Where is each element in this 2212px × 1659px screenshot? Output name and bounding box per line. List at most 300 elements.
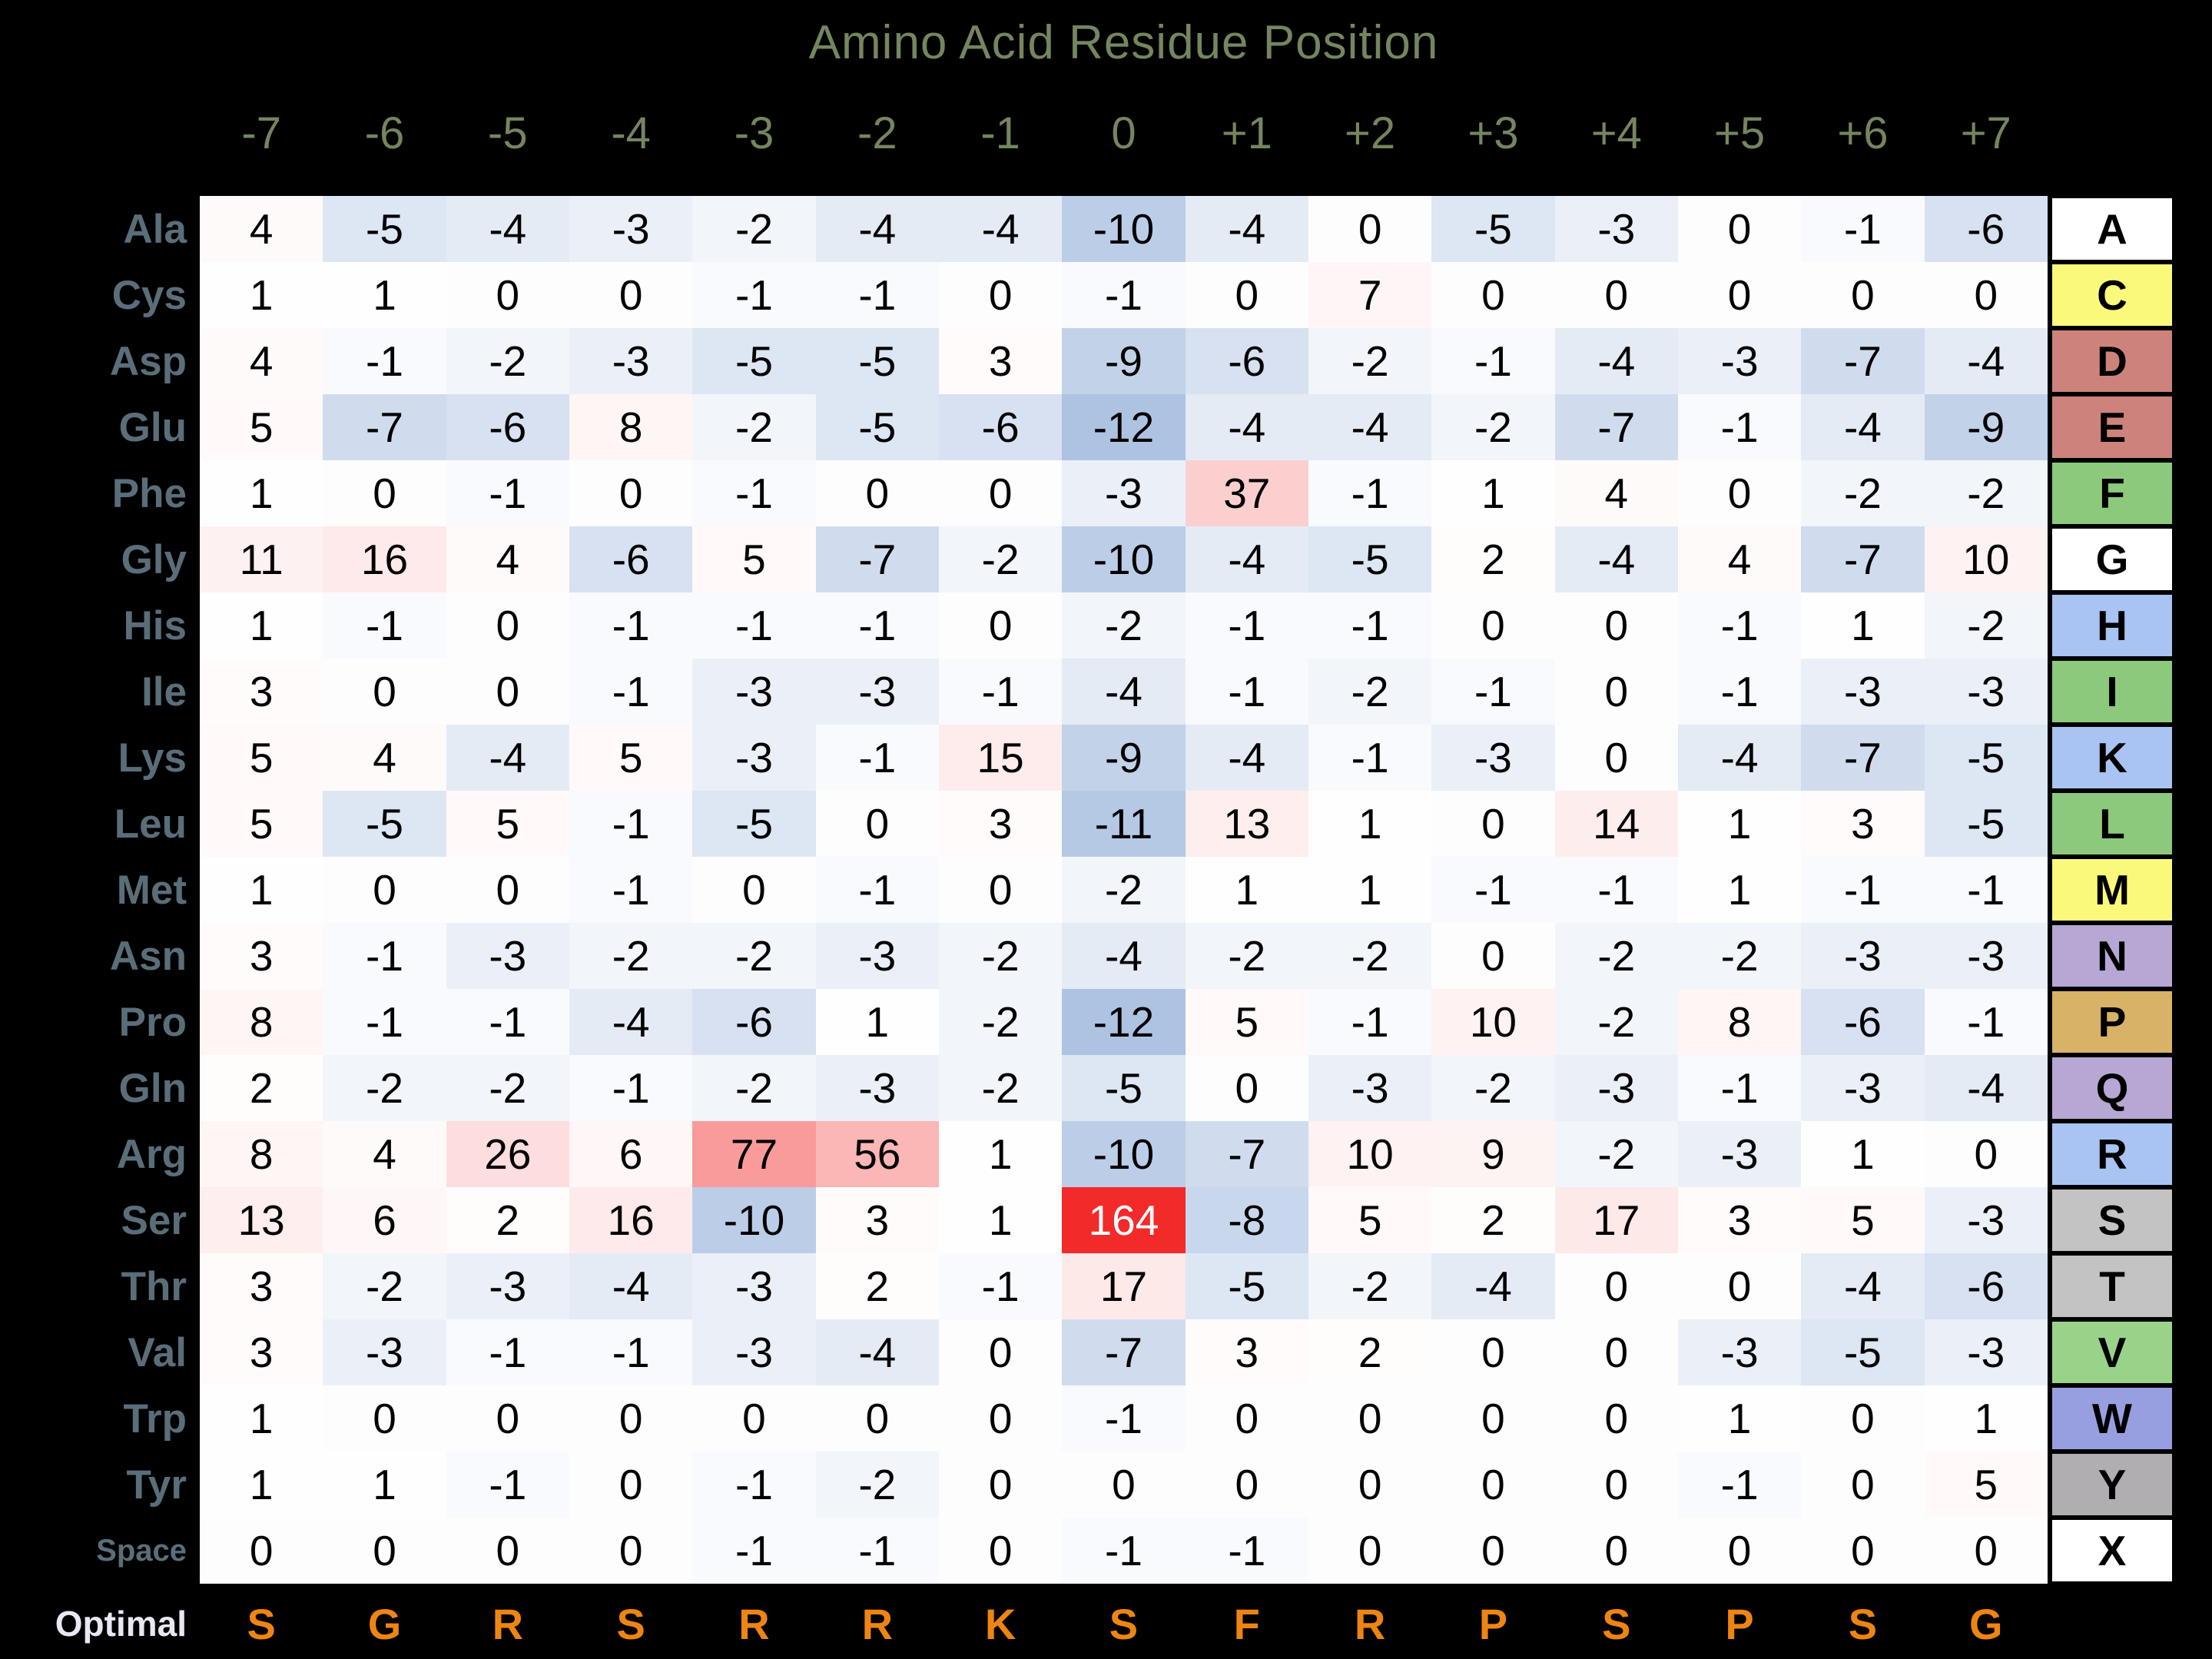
heatmap-cell: -3 — [1925, 659, 2048, 725]
heatmap-cell: 3 — [200, 659, 323, 725]
position-header: -2 — [857, 108, 897, 158]
heatmap-cell: 0 — [1801, 262, 1924, 328]
heatmap-cell: -1 — [1431, 659, 1554, 725]
heatmap-cell: 0 — [446, 857, 569, 923]
heatmap-cell: 8 — [200, 989, 323, 1055]
heatmap-cell: -7 — [1801, 725, 1924, 791]
heatmap-cell: -4 — [1186, 196, 1308, 262]
row-label: Gln — [118, 1065, 187, 1111]
heatmap-cell: -2 — [1308, 328, 1431, 394]
heatmap-cell: 0 — [939, 592, 1062, 659]
heatmap-cell: -11 — [1062, 791, 1185, 857]
heatmap-cell: 14 — [1555, 791, 1678, 857]
heatmap-cell: -5 — [692, 791, 815, 857]
heatmap-cell: -4 — [1801, 394, 1924, 460]
row-label: His — [123, 602, 187, 649]
heatmap-cell: 0 — [692, 857, 815, 923]
heatmap-cell: -6 — [1925, 1253, 2048, 1319]
heatmap-cell: -2 — [1308, 659, 1431, 725]
heatmap-cell: 0 — [1431, 1385, 1554, 1452]
heatmap-cell: -4 — [1308, 394, 1431, 460]
heatmap-cell: -4 — [446, 196, 569, 262]
position-header: +1 — [1221, 108, 1272, 158]
row-label: Tyr — [126, 1462, 187, 1508]
heatmap-cell: -4 — [1555, 328, 1678, 394]
heatmap-cell: -5 — [1925, 791, 2048, 857]
heatmap-cell: 1 — [200, 460, 323, 526]
position-header: -1 — [980, 108, 1020, 158]
heatmap-cell: 0 — [323, 857, 446, 923]
heatmap-cell: -5 — [692, 328, 815, 394]
heatmap-cell: -6 — [1186, 328, 1308, 394]
heatmap-cell: -1 — [1308, 592, 1431, 659]
heatmap-cell: 7 — [1308, 262, 1431, 328]
heatmap-cell: -2 — [569, 923, 692, 989]
heatmap-cell: 10 — [1925, 526, 2048, 592]
optimal-residue: S — [1848, 1599, 1878, 1648]
heatmap-cell: 16 — [569, 1187, 692, 1253]
heatmap-cell: 1 — [1801, 592, 1924, 659]
heatmap-cell: -1 — [569, 659, 692, 725]
heatmap-cell: 0 — [1925, 1518, 2048, 1584]
heatmap-cell: -1 — [1186, 659, 1308, 725]
row-label: Asp — [109, 338, 187, 384]
optimal-residue: R — [861, 1599, 894, 1648]
heatmap-cell: -1 — [816, 1518, 939, 1584]
heatmap-cell: 77 — [692, 1121, 815, 1187]
heatmap-cell: -6 — [446, 394, 569, 460]
heatmap-cell: -4 — [446, 725, 569, 791]
heatmap-cell: 3 — [939, 791, 1062, 857]
heatmap-cell: -1 — [323, 923, 446, 989]
heatmap-cell: 0 — [446, 1385, 569, 1452]
heatmap-cell: 6 — [569, 1121, 692, 1187]
heatmap-cell: 15 — [939, 725, 1062, 791]
heatmap-cell: 26 — [446, 1121, 569, 1187]
heatmap-cell: -3 — [1308, 1055, 1431, 1121]
heatmap-cell: 0 — [1555, 1319, 1678, 1385]
heatmap-cell: 1 — [1678, 791, 1801, 857]
heatmap-cell: 0 — [816, 1385, 939, 1452]
heatmap-cell: -5 — [1062, 1055, 1185, 1121]
heatmap-cell: -1 — [323, 592, 446, 659]
optimal-residue: S — [616, 1599, 645, 1648]
optimal-residue: G — [1968, 1599, 2003, 1648]
heatmap-cell: -5 — [323, 196, 446, 262]
heatmap-cell: -10 — [692, 1187, 815, 1253]
heatmap-cell: -2 — [816, 1452, 939, 1518]
heatmap-cell: 0 — [1431, 592, 1554, 659]
row-label: Met — [116, 867, 187, 913]
heatmap-cell: -3 — [569, 196, 692, 262]
heatmap-cell: -4 — [569, 989, 692, 1055]
heatmap-cell: -4 — [816, 196, 939, 262]
heatmap-cell: -3 — [1801, 1055, 1924, 1121]
heatmap-cell: 0 — [1186, 1055, 1308, 1121]
heatmap-cell: -4 — [816, 1319, 939, 1385]
heatmap-cell: 0 — [569, 460, 692, 526]
heatmap-cell: 1 — [1925, 1385, 2048, 1452]
heatmap-cell: -1 — [1801, 196, 1924, 262]
heatmap-cell: -10 — [1062, 526, 1185, 592]
heatmap-cell: 0 — [1431, 262, 1554, 328]
heatmap-cell: -7 — [1062, 1319, 1185, 1385]
heatmap-cell: -7 — [323, 394, 446, 460]
heatmap-cell: 1 — [323, 262, 446, 328]
heatmap-cell: 4 — [200, 196, 323, 262]
residue-code-badge: A — [2050, 196, 2174, 262]
heatmap-cell: -5 — [816, 328, 939, 394]
heatmap-cell: -1 — [1308, 989, 1431, 1055]
position-header: +3 — [1467, 108, 1519, 158]
heatmap-cell: 0 — [1186, 1385, 1308, 1452]
heatmap-cell: 1 — [1678, 857, 1801, 923]
heatmap-cell: 0 — [569, 262, 692, 328]
heatmap-cell: -1 — [1062, 1385, 1185, 1452]
heatmap-cell: -1 — [1555, 857, 1678, 923]
heatmap-cell: 1 — [200, 857, 323, 923]
heatmap-cell: -1 — [692, 1518, 815, 1584]
row-label: Ala — [123, 206, 187, 252]
optimal-residue: S — [1602, 1599, 1631, 1648]
heatmap-cell: -2 — [323, 1055, 446, 1121]
heatmap-cell: -4 — [1925, 328, 2048, 394]
heatmap-cell: -1 — [569, 857, 692, 923]
residue-label-column — [0, 196, 187, 1584]
heatmap-cell: -4 — [1062, 659, 1185, 725]
position-header: -5 — [488, 108, 528, 158]
heatmap-cell: 0 — [1555, 725, 1678, 791]
row-label: Ser — [121, 1197, 187, 1243]
heatmap-cell: -1 — [1431, 857, 1554, 923]
heatmap-cell: 0 — [1308, 1452, 1431, 1518]
heatmap-cell: -3 — [692, 1253, 815, 1319]
heatmap-cell: -2 — [1308, 1253, 1431, 1319]
heatmap-cell: 1 — [939, 1187, 1062, 1253]
heatmap-cell: -4 — [1186, 394, 1308, 460]
heatmap-cell: 3 — [200, 1319, 323, 1385]
heatmap-cell: 37 — [1186, 460, 1308, 526]
row-label: Phe — [111, 470, 187, 516]
heatmap-cell: 0 — [939, 262, 1062, 328]
residue-code-badge: F — [2050, 460, 2174, 526]
heatmap-cell: 3 — [200, 923, 323, 989]
heatmap-cell: 5 — [1308, 1187, 1431, 1253]
heatmap-cell: -1 — [569, 791, 692, 857]
heatmap-cell: -2 — [692, 196, 815, 262]
heatmap-cell: -4 — [1555, 526, 1678, 592]
heatmap-cell: -10 — [1062, 1121, 1185, 1187]
heatmap-cell: -1 — [1431, 328, 1554, 394]
row-label: Leu — [114, 801, 187, 847]
heatmap-cell: -7 — [1555, 394, 1678, 460]
heatmap-cell: -2 — [1925, 460, 2048, 526]
heatmap-cell: -3 — [692, 659, 815, 725]
heatmap-cell: -1 — [446, 1319, 569, 1385]
heatmap-cell: -1 — [1062, 262, 1185, 328]
heatmap-cell: 5 — [446, 791, 569, 857]
heatmap-cell: -3 — [1678, 328, 1801, 394]
residue-code-badge: E — [2050, 394, 2174, 460]
heatmap-cell: 10 — [1308, 1121, 1431, 1187]
heatmap-cell: -4 — [1186, 725, 1308, 791]
heatmap-cell: 0 — [1308, 1518, 1431, 1584]
optimal-residue: P — [1478, 1599, 1508, 1648]
heatmap-cell: 1 — [200, 262, 323, 328]
heatmap-cell: -4 — [569, 1253, 692, 1319]
heatmap-cell: 0 — [1431, 923, 1554, 989]
heatmap-cell: -2 — [1678, 923, 1801, 989]
heatmap-cell: -3 — [816, 923, 939, 989]
heatmap-cell: 9 — [1431, 1121, 1554, 1187]
row-label: Glu — [118, 404, 187, 450]
heatmap-cell: 2 — [1431, 1187, 1554, 1253]
heatmap-cell: 0 — [1308, 196, 1431, 262]
heatmap-cell: -3 — [1555, 1055, 1678, 1121]
optimal-row — [200, 1591, 2048, 1657]
heatmap-cell: -1 — [692, 460, 815, 526]
heatmap-cell: 0 — [1431, 1518, 1554, 1584]
heatmap-cell: -3 — [1801, 923, 1924, 989]
position-header: -4 — [611, 108, 651, 158]
heatmap-cell: 17 — [1555, 1187, 1678, 1253]
heatmap-cell: 0 — [1555, 592, 1678, 659]
heatmap-cell: 2 — [1431, 526, 1554, 592]
heatmap-cell: -2 — [1801, 460, 1924, 526]
heatmap-cell: 2 — [446, 1187, 569, 1253]
optimal-residue: R — [738, 1599, 770, 1648]
heatmap-cell: 3 — [1186, 1319, 1308, 1385]
heatmap-cell: -1 — [1678, 659, 1801, 725]
position-header: +6 — [1837, 108, 1889, 158]
heatmap-cell: -1 — [1678, 1452, 1801, 1518]
heatmap-cell: -2 — [323, 1253, 446, 1319]
heatmap-cell: -4 — [939, 196, 1062, 262]
heatmap-cell: -2 — [1431, 394, 1554, 460]
heatmap-cell: 3 — [816, 1187, 939, 1253]
heatmap-cell: 0 — [939, 1319, 1062, 1385]
row-label: Thr — [121, 1263, 187, 1309]
heatmap-cell: 3 — [1801, 791, 1924, 857]
heatmap-cell: -1 — [816, 725, 939, 791]
heatmap-cell: 0 — [1062, 1452, 1185, 1518]
heatmap-cell: -5 — [323, 791, 446, 857]
heatmap-cell: 0 — [1555, 262, 1678, 328]
heatmap-cell: -6 — [939, 394, 1062, 460]
heatmap-cell: -1 — [446, 460, 569, 526]
heatmap-cell: 4 — [1678, 526, 1801, 592]
heatmap-cell: 0 — [1678, 196, 1801, 262]
row-label: Ile — [141, 669, 187, 715]
heatmap-cell: -1 — [816, 857, 939, 923]
heatmap-cell: -7 — [1801, 328, 1924, 394]
heatmap-cell: -6 — [1925, 196, 2048, 262]
position-header: 0 — [1111, 108, 1136, 158]
heatmap-cell: -2 — [939, 989, 1062, 1055]
residue-code-badge: Q — [2050, 1055, 2174, 1121]
heatmap-cell: 1 — [200, 592, 323, 659]
residue-code-badge: T — [2050, 1253, 2174, 1319]
heatmap-cell: -1 — [692, 1452, 815, 1518]
heatmap-cell: -3 — [1431, 725, 1554, 791]
heatmap-grid — [200, 196, 2048, 1584]
heatmap-cell: -3 — [816, 1055, 939, 1121]
optimal-residue: R — [1354, 1599, 1386, 1648]
heatmap-cell: 0 — [1801, 1385, 1924, 1452]
heatmap-cell: -4 — [1801, 1253, 1924, 1319]
residue-code-badge: H — [2050, 592, 2174, 659]
heatmap-cell: 0 — [1555, 1518, 1678, 1584]
heatmap-cell: 1 — [1678, 1385, 1801, 1452]
row-label: Val — [128, 1329, 187, 1375]
heatmap-cell: 0 — [200, 1518, 323, 1584]
heatmap-cell: -2 — [1308, 923, 1431, 989]
heatmap-cell: 5 — [200, 725, 323, 791]
heatmap-cell: 0 — [1801, 1452, 1924, 1518]
row-label: Lys — [118, 735, 187, 781]
heatmap-cell: -1 — [692, 592, 815, 659]
heatmap-cell: 11 — [200, 526, 323, 592]
optimal-residue: R — [492, 1599, 524, 1648]
row-label: Trp — [123, 1395, 187, 1442]
heatmap-cell: -1 — [1308, 460, 1431, 526]
heatmap-cell: -3 — [1678, 1319, 1801, 1385]
heatmap-cell: 0 — [1925, 262, 2048, 328]
heatmap-cell: -4 — [1431, 1253, 1554, 1319]
heatmap-cell: 3 — [1678, 1187, 1801, 1253]
heatmap-cell: -12 — [1062, 989, 1185, 1055]
heatmap-cell: -2 — [1555, 923, 1678, 989]
heatmap-cell: 0 — [1555, 659, 1678, 725]
heatmap-cell: -1 — [569, 1055, 692, 1121]
optimal-residue: P — [1725, 1599, 1754, 1648]
optimal-residue: G — [367, 1599, 402, 1648]
optimal-residue: F — [1233, 1599, 1260, 1648]
heatmap-cell: 0 — [323, 1518, 446, 1584]
heatmap-cell: 1 — [939, 1121, 1062, 1187]
heatmap-cell: 5 — [692, 526, 815, 592]
position-header-row — [200, 108, 2048, 159]
heatmap-cell: 1 — [816, 989, 939, 1055]
heatmap-cell: -1 — [1186, 1518, 1308, 1584]
heatmap-cell: -1 — [1678, 592, 1801, 659]
heatmap-cell: -1 — [1186, 592, 1308, 659]
residue-code-badge: W — [2050, 1385, 2174, 1452]
optimal-residue: K — [984, 1599, 1016, 1648]
residue-code-badge: L — [2050, 791, 2174, 857]
heatmap-cell: -1 — [1062, 1518, 1185, 1584]
heatmap-cell: -2 — [939, 1055, 1062, 1121]
heatmap-cell: -2 — [692, 923, 815, 989]
heatmap-cell: -7 — [1801, 526, 1924, 592]
heatmap-cell: -3 — [446, 1253, 569, 1319]
residue-code-badge: Y — [2050, 1452, 2174, 1518]
heatmap-cell: 0 — [939, 1385, 1062, 1452]
heatmap-cell: -12 — [1062, 394, 1185, 460]
heatmap-cell: -2 — [1062, 857, 1185, 923]
heatmap-cell: 0 — [1678, 1518, 1801, 1584]
heatmap-cell: 0 — [323, 659, 446, 725]
heatmap-cell: 0 — [1431, 1452, 1554, 1518]
heatmap-cell: -9 — [1062, 328, 1185, 394]
row-label: Arg — [116, 1131, 187, 1177]
heatmap-cell: 0 — [1678, 262, 1801, 328]
row-label: Cys — [111, 272, 187, 318]
heatmap-cell: 0 — [1801, 1518, 1924, 1584]
heatmap-cell: -1 — [323, 328, 446, 394]
heatmap-cell: 1 — [1308, 791, 1431, 857]
heatmap-cell: -6 — [1801, 989, 1924, 1055]
residue-code-badge: S — [2050, 1187, 2174, 1253]
heatmap-cell: 13 — [1186, 791, 1308, 857]
heatmap-cell: -5 — [1925, 725, 2048, 791]
heatmap-cell: 0 — [569, 1452, 692, 1518]
heatmap-cell: -6 — [569, 526, 692, 592]
heatmap-cell: -7 — [816, 526, 939, 592]
heatmap-cell: 0 — [1308, 1385, 1431, 1452]
heatmap-cell: -1 — [446, 989, 569, 1055]
heatmap-cell: -4 — [1186, 526, 1308, 592]
heatmap-cell: 56 — [816, 1121, 939, 1187]
heatmap-cell: -1 — [816, 262, 939, 328]
heatmap-cell: -1 — [1308, 725, 1431, 791]
heatmap-cell: 1 — [200, 1385, 323, 1452]
position-header: -7 — [241, 108, 281, 158]
heatmap-cell: 5 — [1925, 1452, 2048, 1518]
heatmap-cell: 5 — [200, 791, 323, 857]
heatmap-cell: 0 — [1555, 1385, 1678, 1452]
heatmap-cell: -1 — [816, 592, 939, 659]
heatmap-cell: -1 — [569, 1319, 692, 1385]
heatmap-cell: -1 — [1925, 989, 2048, 1055]
heatmap-cell: -4 — [1925, 1055, 2048, 1121]
heatmap-cell: 1 — [1186, 857, 1308, 923]
heatmap-cell: -3 — [446, 923, 569, 989]
heatmap-cell: -3 — [1678, 1121, 1801, 1187]
heatmap-cell: 5 — [1186, 989, 1308, 1055]
heatmap-cell: 4 — [323, 725, 446, 791]
heatmap-cell: 0 — [569, 1385, 692, 1452]
heatmap-cell: -7 — [1186, 1121, 1308, 1187]
heatmap-cell: 0 — [1678, 460, 1801, 526]
heatmap-cell: 4 — [1555, 460, 1678, 526]
heatmap-cell: -1 — [446, 1452, 569, 1518]
heatmap-cell: 0 — [939, 857, 1062, 923]
heatmap-cell: 2 — [1308, 1319, 1431, 1385]
heatmap-cell: -9 — [1062, 725, 1185, 791]
residue-code-badge: M — [2050, 857, 2174, 923]
heatmap-cell: 8 — [200, 1121, 323, 1187]
row-label: Space — [96, 1533, 187, 1568]
heatmap-cell: 0 — [446, 659, 569, 725]
heatmap-cell: -1 — [1678, 394, 1801, 460]
heatmap-cell: 1 — [323, 1452, 446, 1518]
position-header: -3 — [734, 108, 774, 158]
heatmap-cell: 0 — [1186, 262, 1308, 328]
residue-code-badge: R — [2050, 1121, 2174, 1187]
heatmap-cell: 8 — [1678, 989, 1801, 1055]
heatmap-cell: 2 — [200, 1055, 323, 1121]
heatmap-cell: -3 — [1925, 1187, 2048, 1253]
heatmap-cell: 0 — [816, 460, 939, 526]
heatmap-cell: 0 — [1925, 1121, 2048, 1187]
heatmap-cell: 1 — [1431, 460, 1554, 526]
heatmap-cell: 4 — [200, 328, 323, 394]
heatmap-cell: -3 — [816, 659, 939, 725]
heatmap-cell: -10 — [1062, 196, 1185, 262]
heatmap-cell: 0 — [1678, 1253, 1801, 1319]
optimal-residue: S — [247, 1599, 276, 1648]
